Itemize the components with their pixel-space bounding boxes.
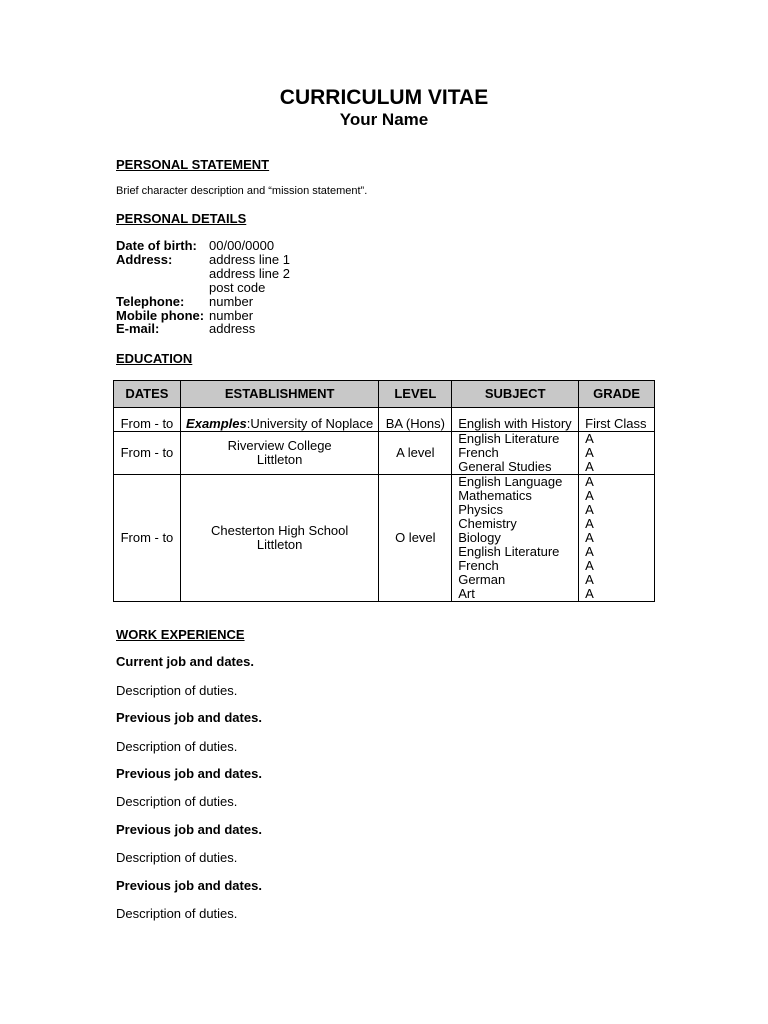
subject-item: German bbox=[458, 572, 506, 587]
grade-item: A bbox=[585, 431, 594, 446]
dates-cell: From - to bbox=[114, 432, 181, 475]
subject-item: Biology bbox=[458, 530, 501, 545]
address-label: Address: bbox=[116, 252, 173, 267]
dates-cell: From - to bbox=[114, 475, 181, 602]
mobile-value: number bbox=[209, 308, 254, 323]
grade-item: A bbox=[585, 572, 594, 587]
subject-item: Mathematics bbox=[458, 488, 532, 503]
subject-cell: English with History bbox=[452, 408, 579, 432]
subject-cell bbox=[452, 475, 579, 602]
job-title: Previous job and dates. bbox=[116, 822, 262, 837]
level-cell: A level bbox=[379, 432, 452, 475]
level-cell: O level bbox=[379, 475, 452, 602]
establishment-name: Chesterton High School bbox=[210, 523, 349, 538]
examples-prefix: Examples bbox=[186, 415, 247, 431]
establishment-town: Littleton bbox=[256, 452, 303, 467]
job-title: Previous job and dates. bbox=[116, 710, 262, 725]
mobile-label: Mobile phone: bbox=[116, 308, 205, 323]
education-row-high-school bbox=[114, 475, 655, 602]
grade-cell bbox=[579, 475, 655, 602]
column-header-subject: SUBJECT bbox=[452, 381, 579, 408]
establishment-name: Riverview College bbox=[227, 438, 332, 453]
subject-item: French bbox=[458, 558, 499, 573]
telephone-label: Telephone: bbox=[116, 294, 185, 309]
education-row-university bbox=[114, 408, 655, 432]
subject-cell bbox=[452, 432, 579, 475]
establishment-cell bbox=[180, 432, 379, 475]
grade-item: A bbox=[585, 530, 594, 545]
address-line-1: address line 1 bbox=[209, 252, 290, 267]
establishment-cell bbox=[180, 408, 379, 432]
column-header-establishment: ESTABLISHMENT bbox=[180, 381, 379, 408]
dob-label: Date of birth: bbox=[116, 238, 197, 253]
subject-item: French bbox=[458, 445, 499, 460]
column-header-dates: DATES bbox=[114, 381, 181, 408]
establishment-cell bbox=[180, 475, 379, 602]
address-line-2: address line 2 bbox=[209, 266, 290, 281]
subject-item: Art bbox=[458, 586, 475, 601]
personal-statement-text: Brief character description and “mission statement”. bbox=[116, 185, 368, 197]
subject-item: English Literature bbox=[458, 431, 560, 446]
grade-cell: First Class bbox=[579, 408, 655, 432]
job-description: Description of duties. bbox=[116, 850, 238, 865]
job-title: Current job and dates. bbox=[116, 654, 254, 669]
subject-item: English Language bbox=[458, 474, 563, 489]
job-description: Description of duties. bbox=[116, 906, 238, 921]
education-row-college bbox=[114, 432, 655, 475]
document-title: CURRICULUM VITAE bbox=[279, 86, 489, 109]
grade-item: A bbox=[585, 474, 594, 489]
work-experience-heading: WORK EXPERIENCE bbox=[116, 627, 245, 642]
dob-value: 00/00/0000 bbox=[209, 238, 275, 253]
email-value: address bbox=[209, 321, 256, 336]
grade-item: A bbox=[585, 502, 594, 517]
grade-item: A bbox=[585, 516, 594, 531]
address-postcode: post code bbox=[209, 280, 266, 295]
grade-item: A bbox=[585, 544, 594, 559]
dates-cell: From - to bbox=[114, 408, 181, 432]
personal-statement-heading: PERSONAL STATEMENT bbox=[116, 157, 270, 172]
subject-item: General Studies bbox=[458, 459, 552, 474]
job-title: Previous job and dates. bbox=[116, 766, 262, 781]
grade-item: A bbox=[585, 459, 594, 474]
grade-item: A bbox=[585, 558, 594, 573]
column-header-grade: GRADE bbox=[579, 381, 655, 408]
job-description: Description of duties. bbox=[116, 683, 238, 698]
grade-item: A bbox=[585, 488, 594, 503]
telephone-value: number bbox=[209, 294, 254, 309]
subject-item: Chemistry bbox=[458, 516, 517, 531]
grade-cell bbox=[579, 432, 655, 475]
job-title: Previous job and dates. bbox=[116, 878, 262, 893]
column-header-level: LEVEL bbox=[379, 381, 452, 408]
subject-item: Physics bbox=[458, 502, 504, 517]
personal-details-heading: PERSONAL DETAILS bbox=[116, 211, 247, 226]
education-heading: EDUCATION bbox=[116, 351, 193, 366]
subject-item: English Literature bbox=[458, 544, 560, 559]
your-name: Your Name bbox=[339, 110, 429, 129]
grade-item: A bbox=[585, 586, 594, 601]
job-description: Description of duties. bbox=[116, 739, 238, 754]
establishment-name: :University of Noplace bbox=[246, 415, 374, 431]
establishment-town: Littleton bbox=[256, 537, 303, 552]
email-label: E-mail: bbox=[116, 321, 160, 336]
grade-item: A bbox=[585, 445, 594, 460]
level-cell: BA (Hons) bbox=[379, 408, 452, 432]
education-header-row bbox=[114, 381, 655, 408]
education-table bbox=[113, 380, 655, 602]
job-description: Description of duties. bbox=[116, 794, 238, 809]
